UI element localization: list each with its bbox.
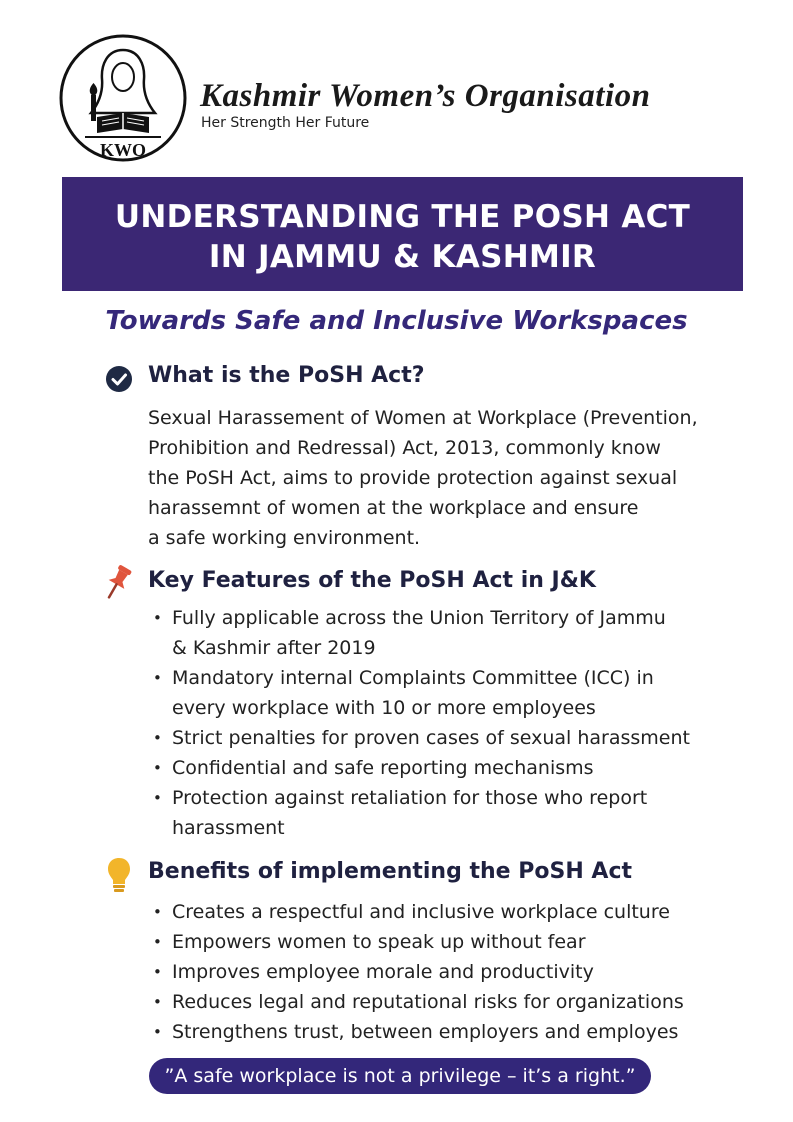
list-item-line: • Strict penalties for proven cases of sexual harassment [172, 727, 690, 749]
page-subtitle: Towards Safe and Inclusive Workspaces [105, 306, 688, 336]
list-item-line: • Protection against retaliation for those who report [172, 787, 648, 809]
key-features-list [148, 603, 748, 843]
section-heading-what-is: What is the PoSH Act? [148, 363, 425, 388]
list-item [148, 663, 748, 723]
list-item-line: • Creates a respectful and inclusive workplace culture [172, 901, 670, 923]
organization-name: Kashmir Women’s Organisation [200, 78, 651, 114]
section-heading-key-features: Key Features of the PoSH Act in J&K [148, 568, 596, 593]
benefits-list [148, 897, 748, 1047]
list-item [148, 987, 748, 1017]
list-item [148, 957, 748, 987]
list-item [148, 753, 748, 783]
organization-tagline: Her Strength Her Future [201, 115, 370, 131]
paragraph-line: Prohibition and Redressal) Act, 2013, commonly know [148, 437, 661, 459]
logo-text: KWO [99, 140, 147, 160]
list-item-line: every workplace with 10 or more employees [172, 697, 596, 719]
list-item [148, 927, 748, 957]
list-item-line: • Fully applicable across the Union Territory of Jammu [172, 607, 666, 629]
paragraph-line: a safe working environment. [148, 527, 421, 549]
list-item-line: & Kashmir after 2019 [172, 637, 376, 659]
logo-emblem [55, 33, 191, 163]
pushpin-icon [104, 562, 134, 606]
list-item-line: • Empowers women to speak up without fear [172, 931, 586, 953]
quote-banner: ”A safe workplace is not a privilege – it’s a right.” [149, 1058, 651, 1094]
banner-title-line-1: UNDERSTANDING THE POSH ACT [114, 199, 691, 235]
paragraph-line: Sexual Harassement of Women at Workplace (Prevention, [148, 407, 698, 429]
banner-title-line-2: IN JAMMU & KASHMIR [208, 239, 597, 275]
paragraph-line: harassemnt of women at the workplace and ensure [148, 497, 639, 519]
list-item-line: • Mandatory internal Complaints Committee (ICC) in [172, 667, 654, 689]
list-item-line: • Strengthens trust, between employers and employes [172, 1021, 679, 1043]
paragraph-line: the PoSH Act, aims to provide protection against sexual [148, 467, 678, 489]
list-item [148, 603, 748, 663]
list-item-line: • Reduces legal and reputational risks for organizations [172, 991, 684, 1013]
what-is-paragraph [148, 403, 748, 553]
list-item [148, 723, 748, 753]
kwo-logo [55, 33, 191, 163]
check-circle-icon [105, 365, 133, 397]
list-item [148, 897, 748, 927]
list-item-line: • Confidential and safe reporting mechanisms [172, 757, 594, 779]
lightbulb-icon [107, 857, 131, 899]
list-item-line: harassment [172, 817, 285, 839]
title-banner [62, 177, 743, 291]
list-item [148, 783, 748, 843]
list-item [148, 1017, 748, 1047]
section-heading-benefits: Benefits of implementing the PoSH Act [148, 859, 632, 884]
list-item-line: • Improves employee morale and productivity [172, 961, 594, 983]
